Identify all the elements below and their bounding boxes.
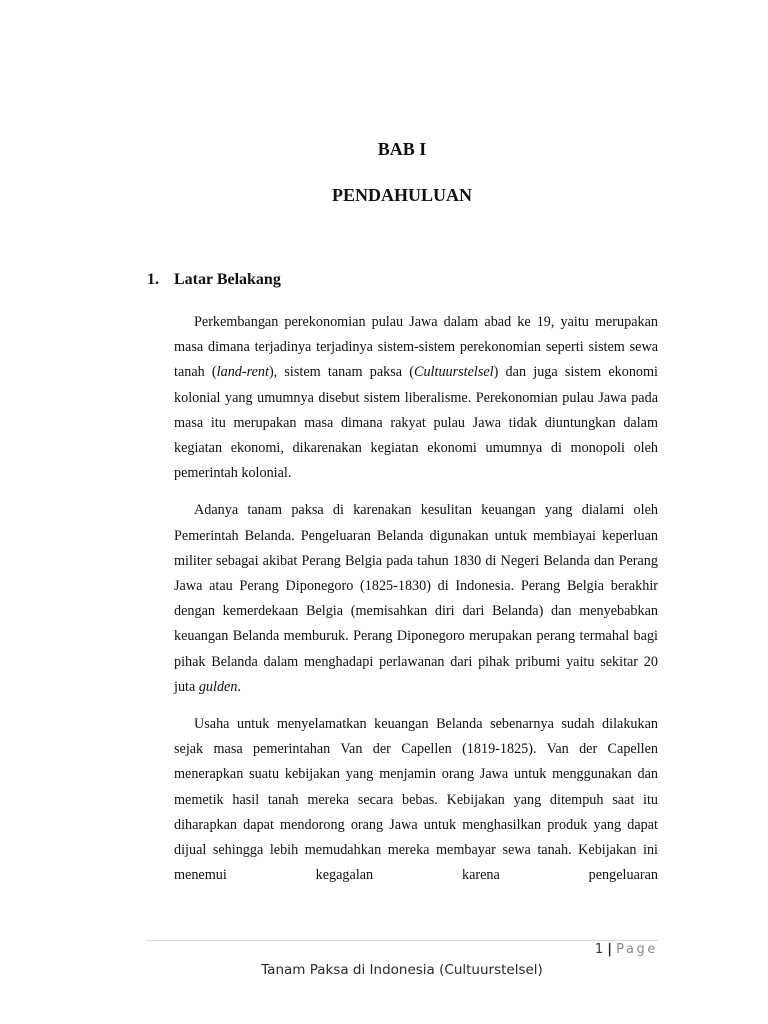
paragraph-text: Usaha untuk menyelamatkan keuangan Belanda sebenarnya sudah dilakukan sejak masa pemerintahan Van der Capellen (1819-1825). Van der Capellen menerapkan suatu kebijakan yang menjamin orang Jawa untuk menggunakan dan memetik hasil tanah mereka secara bebas. Kebijakan yang ditempuh saat itu diharapkan dapat mendorong orang Jawa untuk menghasilkan produk yang dapat dijual sehingga lebih memudahkan mereka membayar sewa tanah. Kebijakan ini menemui kegagalan karena pengeluaran (174, 716, 658, 884)
section-number: 1. (147, 271, 159, 288)
footer-divider (147, 940, 658, 941)
section-heading (147, 271, 281, 289)
paragraph-text: Perkembangan perekonomian pulau Jawa dalam abad ke 19, yaitu merupakan masa dimana terjadinya terjadinya sistem-sistem perekonomian seperti sistem sewa tanah ( (174, 314, 658, 381)
page-word: Page (616, 942, 658, 957)
chapter-label: BAB I (377, 139, 427, 159)
footer-document-title: Tanam Paksa di Indonesia (Cultuurstelsel) (261, 962, 543, 978)
chapter-title: PENDAHULUAN (331, 185, 472, 205)
page-number (595, 942, 658, 957)
paragraph-text: ), sistem tanam paksa ( (268, 364, 414, 381)
italic-term: gulden (198, 678, 238, 695)
body-text (174, 310, 658, 900)
paragraph-text: . (237, 678, 241, 695)
paragraph-text: ) dan juga sistem ekonomi kolonial yang umumnya disebut sistem liberalisme. Perekonomian pulau Jawa pada masa itu merupakan masa dimana rakyat pulau Jawa tidak diuntungkan dalam kegiatan ekonomi, dikarenakan kegiatan ekonomi umumnya di monopoli oleh pemerintah kolonial. (174, 364, 658, 482)
paragraph-text: Adanya tanam paksa di karenakan kesulitan keuangan yang dialami oleh Pemerintah Belanda. Pengeluaran Belanda digunakan untuk membiayai keperluan militer sebagai akibat Perang Belgia pada tahun 1830 di Negeri Belanda dan Perang Jawa atau Perang Diponegoro (1825-1830) di Indonesia. Perang Belgia berakhir dengan kemerdekaan Belgia (memisahkan diri dari Belanda) dan menyebabkan keuangan Belanda memburuk. Perang Diponegoro merupakan perang termahal bagi pihak Belanda dalam menghadapi perlawanan dari pihak pribumi yaitu sekitar 20 juta (174, 502, 658, 695)
paragraph (174, 498, 658, 700)
section-title: Latar Belakang (174, 271, 281, 288)
page-number-value: 1 (594, 942, 604, 957)
paragraph (174, 712, 658, 888)
paragraph (174, 310, 658, 486)
italic-term: Cultuurstelsel (414, 364, 494, 381)
italic-term: land-rent (216, 364, 269, 381)
page-number-separator: | (607, 942, 612, 957)
